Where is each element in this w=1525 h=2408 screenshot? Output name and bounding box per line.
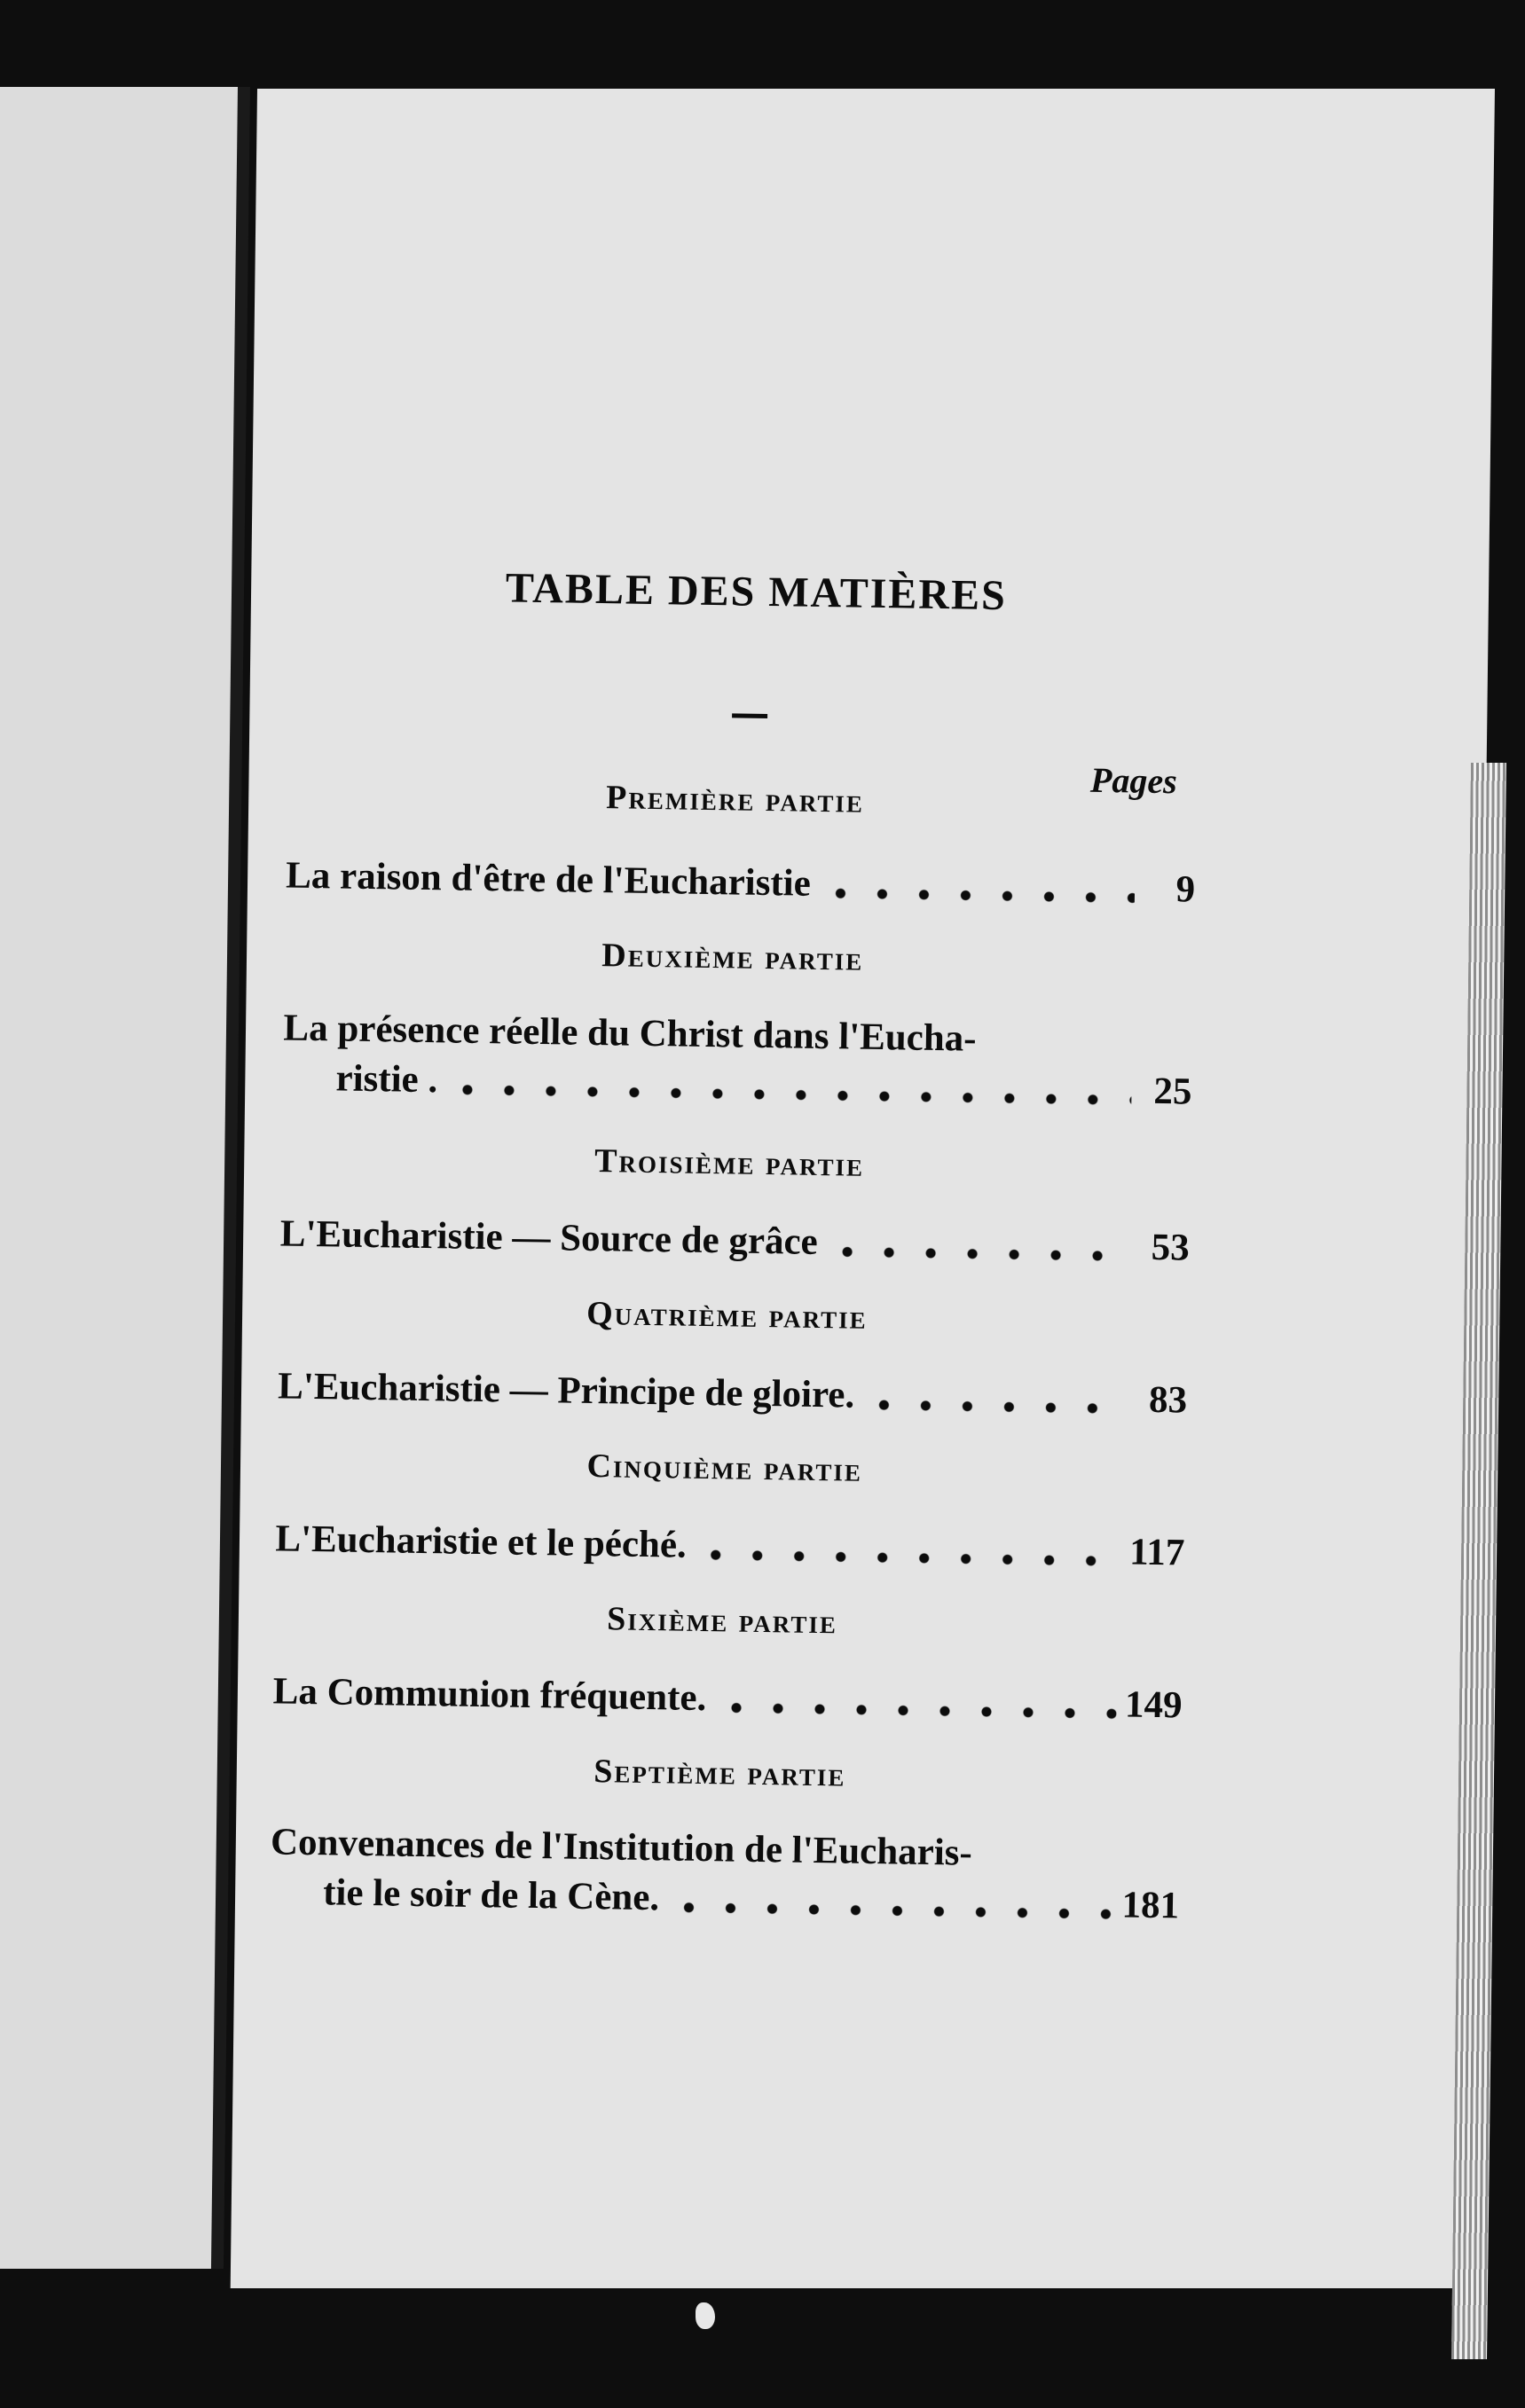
dot-leader bbox=[668, 1902, 1113, 1919]
entry-title: La Communion fréquente. bbox=[272, 1670, 707, 1720]
entry-title: La présence réelle du Christ dans l'Eucha- bbox=[283, 1007, 977, 1060]
dot-leader bbox=[696, 1549, 1121, 1567]
entry-title: L'Eucharistie — Source de grâce bbox=[279, 1212, 819, 1263]
title-rule bbox=[732, 713, 767, 718]
entry-page-number: 149 bbox=[1124, 1683, 1183, 1727]
part-heading: Cinquième partie bbox=[586, 1447, 863, 1489]
entry-page-number: 83 bbox=[1148, 1378, 1188, 1422]
entry-title: Convenances de l'Institution de l'Eucharis- bbox=[270, 1821, 973, 1874]
part-heading: Quatrième partie bbox=[586, 1294, 869, 1337]
part-heading: Septième partie bbox=[593, 1753, 846, 1794]
entry-title: L'Eucharistie — Principe de gloire. bbox=[277, 1365, 855, 1416]
entry-title: La raison d'être de l'Eucharistie bbox=[285, 854, 812, 905]
part-heading: Deuxième partie bbox=[601, 937, 864, 978]
entry-page-number: 9 bbox=[1175, 868, 1196, 911]
pages-column-label: Pages bbox=[1089, 759, 1178, 802]
entry-page-number: 181 bbox=[1121, 1884, 1180, 1927]
toc-entry[interactable] bbox=[282, 1003, 1193, 1117]
toc-entry[interactable] bbox=[278, 1361, 1188, 1425]
dot-leader bbox=[826, 1246, 1128, 1261]
toc-entry[interactable] bbox=[279, 1209, 1190, 1273]
entry-title: L'Eucharistie et le péché. bbox=[275, 1518, 688, 1566]
part-heading: Première partie bbox=[605, 779, 865, 820]
toc-entry[interactable] bbox=[286, 851, 1196, 914]
entry-page-number: 53 bbox=[1151, 1226, 1191, 1269]
paper-scrap bbox=[696, 2302, 715, 2329]
page-title: TABLE DES MATIÈRES bbox=[505, 564, 1008, 620]
entry-title-continued: tie le soir de la Cène. bbox=[322, 1871, 660, 1919]
entry-page-number: 25 bbox=[1153, 1070, 1192, 1113]
dot-leader bbox=[820, 888, 1136, 904]
dot-leader bbox=[446, 1084, 1131, 1105]
entry-page-number: 117 bbox=[1128, 1531, 1185, 1574]
toc-entry[interactable] bbox=[270, 1817, 1181, 1931]
toc-entry[interactable] bbox=[272, 1667, 1183, 1730]
part-heading: Sixième partie bbox=[606, 1600, 838, 1642]
entry-title-continued: ristie . bbox=[335, 1057, 438, 1102]
toc-entry[interactable] bbox=[275, 1514, 1185, 1578]
part-heading: Troisième partie bbox=[593, 1142, 865, 1184]
dot-leader bbox=[863, 1400, 1127, 1415]
dot-leader bbox=[715, 1702, 1116, 1719]
